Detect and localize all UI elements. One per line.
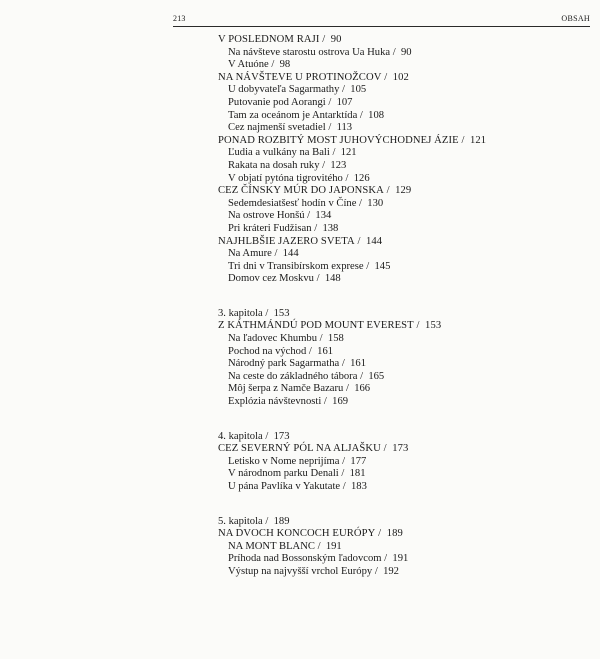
toc-separator [330, 147, 341, 158]
toc-page-number: 113 [336, 122, 353, 134]
toc-separator [343, 383, 354, 394]
toc-separator [263, 431, 274, 442]
toc-separator [382, 553, 393, 564]
toc-separator [339, 468, 350, 479]
toc-section-line [218, 528, 588, 541]
toc-chapter-line [218, 431, 588, 444]
toc-title: Putovanie pod Aorangi [228, 96, 326, 108]
toc-title: NAJHLBŠIE JAZERO SVETA [218, 235, 355, 247]
toc-entry-line [218, 122, 588, 135]
toc-group-2 [218, 308, 588, 409]
page-header [173, 14, 590, 26]
toc-page-number: 130 [367, 197, 384, 209]
toc-separator [319, 34, 330, 45]
toc-title: Z KÁTHMÁNDÚ POD MOUNT EVEREST [218, 320, 414, 332]
toc-section-line [218, 72, 588, 85]
toc-page-number: 107 [336, 96, 353, 108]
toc-title: PONAD ROZBITÝ MOST JUHOVÝCHODNEJ ÁZIE [218, 134, 459, 146]
toc-title: Sedemdesiatšesť hodín v Číne [228, 197, 357, 209]
toc-title: U pána Pavlíka v Yakutate [228, 481, 341, 492]
toc-page-number: 173 [273, 430, 290, 442]
toc-entry-line [218, 210, 588, 223]
toc-section-line [218, 185, 588, 198]
toc-title: Explózia návštevnosti [228, 396, 322, 408]
toc-title: Na ceste do základného tábora [228, 370, 358, 382]
toc-page-number: 191 [392, 553, 409, 565]
toc-title: V národnom parku Denali [228, 468, 339, 480]
toc-title: NA NÁVŠTEVE U PROTINOŽCOV [218, 71, 382, 83]
toc-group-4 [218, 516, 588, 579]
toc-title: Letisko v Nome neprijíma [228, 455, 340, 467]
toc-title: V objatí pytóna tigrovitého [228, 172, 343, 184]
toc-title: V POSLEDNOM RAJI [218, 34, 320, 45]
toc-separator [320, 160, 331, 171]
toc-title: 4. kapitola [218, 430, 263, 442]
toc-separator [343, 173, 354, 184]
toc-page-number: 183 [351, 481, 367, 492]
toc-separator [357, 110, 368, 121]
toc-entry-line [218, 223, 588, 236]
toc-separator [414, 320, 425, 331]
toc-entry-line [218, 383, 588, 396]
toc-title: Pri kráteri Fudžisan [228, 222, 312, 234]
toc-separator [312, 223, 323, 234]
toc-group-1 [218, 34, 588, 286]
toc-page-number: 145 [374, 260, 391, 272]
toc-separator [340, 481, 351, 492]
toc-page-number: 90 [330, 34, 342, 45]
toc-entry-line [218, 358, 588, 371]
toc-gap [218, 409, 588, 431]
toc-chapter-line [218, 516, 588, 529]
toc-title: CEZ SEVERNÝ PÓL NA ALJAŠKU [218, 443, 381, 455]
toc-entry-line [218, 566, 588, 579]
toc-entry-line [218, 248, 588, 261]
toc-entry-line [218, 84, 588, 97]
toc-separator [263, 308, 274, 319]
toc-title: Rakata na dosah ruky [228, 159, 320, 171]
toc-entry-line [218, 468, 588, 481]
toc-entry-line [218, 541, 588, 554]
toc-entry-line [218, 481, 588, 494]
toc-page-number: 153 [425, 320, 442, 332]
toc-title: Môj šerpa z Namče Bazaru [228, 383, 344, 395]
toc-separator [459, 135, 470, 146]
toc-separator [357, 371, 368, 382]
toc-page-number: 191 [325, 540, 342, 552]
toc-entry-line [218, 261, 588, 274]
toc-entry-line [218, 346, 588, 359]
toc-page-number: 98 [279, 59, 291, 71]
toc-entry-line [218, 59, 588, 72]
toc-section-line [218, 135, 588, 148]
toc-separator [381, 72, 392, 83]
toc-title: Tam za oceánom je Antarktída [228, 109, 358, 121]
toc-entry-line [218, 371, 588, 384]
toc-separator [356, 198, 367, 209]
toc-page-number: 181 [349, 468, 366, 480]
toc-title: Domov cez Moskvu [228, 273, 314, 285]
toc-chapter-line [218, 308, 588, 321]
toc-page-number: 121 [470, 134, 487, 146]
toc-separator [314, 273, 325, 284]
toc-gap [218, 286, 588, 308]
toc-entry-line [218, 396, 588, 409]
toc-entry-line [218, 273, 588, 286]
toc-separator [390, 47, 401, 58]
toc-title: Na ľadovec Khumbu [228, 333, 318, 345]
toc-title: Na Amure [228, 248, 272, 260]
toc-title: U dobyvateľa Sagarmathy [228, 84, 340, 96]
toc-page-number: 192 [383, 565, 399, 577]
table-of-contents [218, 34, 588, 579]
toc-entry-line [218, 456, 588, 469]
toc-title: Na návšteve starostu ostrova Ua Huka [228, 46, 391, 58]
toc-separator [263, 516, 274, 527]
toc-separator [364, 261, 375, 272]
toc-title: 5. kapitola [218, 515, 263, 527]
toc-title: Na ostrove Honšú [228, 210, 305, 222]
toc-page-number: 138 [322, 222, 339, 234]
toc-separator [384, 185, 395, 196]
toc-page-number: 166 [354, 383, 371, 395]
toc-title: 3. kapitola [218, 307, 263, 319]
toc-page-number: 144 [282, 248, 299, 260]
toc-separator [340, 456, 351, 467]
toc-separator [317, 333, 328, 344]
toc-entry-line [218, 160, 588, 173]
toc-entry-line [218, 553, 588, 566]
toc-title: Cez najmenší svetadiel [228, 122, 326, 134]
toc-entry-line [218, 147, 588, 160]
toc-separator [321, 396, 332, 407]
toc-page-number: 161 [317, 345, 334, 357]
toc-entry-line [218, 173, 588, 186]
toc-section-line [218, 320, 588, 333]
toc-separator [272, 248, 283, 259]
toc-page-number: 189 [273, 515, 290, 527]
toc-page-number: 134 [315, 210, 332, 222]
toc-page-number: 158 [327, 333, 344, 345]
toc-separator [305, 210, 316, 221]
toc-title: NA DVOCH KONCOCH EURÓPY [218, 528, 376, 540]
toc-section-line [218, 34, 588, 47]
toc-entry-line [218, 97, 588, 110]
toc-title: Výstup na najvyšší vrchol Európy [228, 565, 373, 577]
toc-page-number: 153 [273, 307, 290, 319]
toc-separator [306, 346, 317, 357]
toc-page-number: 148 [324, 273, 341, 285]
toc-entry-line [218, 110, 588, 123]
toc-page-number: 129 [395, 185, 412, 197]
page-number: 213 [173, 14, 186, 23]
toc-page-number: 189 [386, 528, 403, 540]
toc-page-number: 102 [392, 71, 409, 83]
toc-separator [372, 566, 383, 577]
toc-title: Tri dni v Transibírskom exprese [228, 260, 364, 272]
toc-page-number: 169 [332, 396, 349, 408]
toc-separator [375, 528, 386, 539]
toc-section-line [218, 236, 588, 249]
toc-title: Pochod na východ [228, 345, 307, 357]
toc-page-number: 90 [401, 46, 412, 58]
toc-page-number: 108 [368, 109, 385, 121]
toc-separator [315, 541, 326, 552]
header-rule [173, 26, 590, 27]
toc-page-number: 126 [353, 172, 370, 184]
toc-separator [326, 97, 337, 108]
toc-separator [269, 59, 280, 70]
toc-page-number: 165 [368, 370, 385, 382]
toc-page-number: 105 [350, 84, 367, 96]
running-head: OBSAH [561, 14, 590, 23]
toc-gap [218, 494, 588, 516]
toc-separator [339, 84, 350, 95]
toc-entry-line [218, 198, 588, 211]
toc-group-3 [218, 431, 588, 494]
toc-separator [355, 236, 366, 247]
toc-title: Národný park Sagarmatha [228, 358, 340, 370]
toc-entry-line [218, 47, 588, 60]
toc-title: Príhoda nad Bossonským ľadovcom [228, 553, 382, 565]
toc-title: NA MONT BLANC [228, 540, 315, 552]
toc-separator [326, 122, 337, 133]
toc-page-number: 173 [392, 443, 409, 455]
toc-title: V Atuóne [228, 59, 269, 71]
toc-separator [381, 443, 392, 454]
toc-title: Ľudia a vulkány na Bali [228, 147, 330, 159]
toc-page-number: 123 [330, 159, 347, 171]
toc-separator [339, 358, 350, 369]
toc-section-line [218, 443, 588, 456]
toc-title: CEZ ČÍNSKY MÚR DO JAPONSKA [218, 185, 384, 197]
toc-page-number: 161 [350, 358, 366, 370]
toc-page-number: 177 [350, 455, 367, 467]
toc-page-number: 121 [340, 147, 357, 159]
toc-page-number: 144 [366, 235, 383, 247]
toc-entry-line [218, 333, 588, 346]
